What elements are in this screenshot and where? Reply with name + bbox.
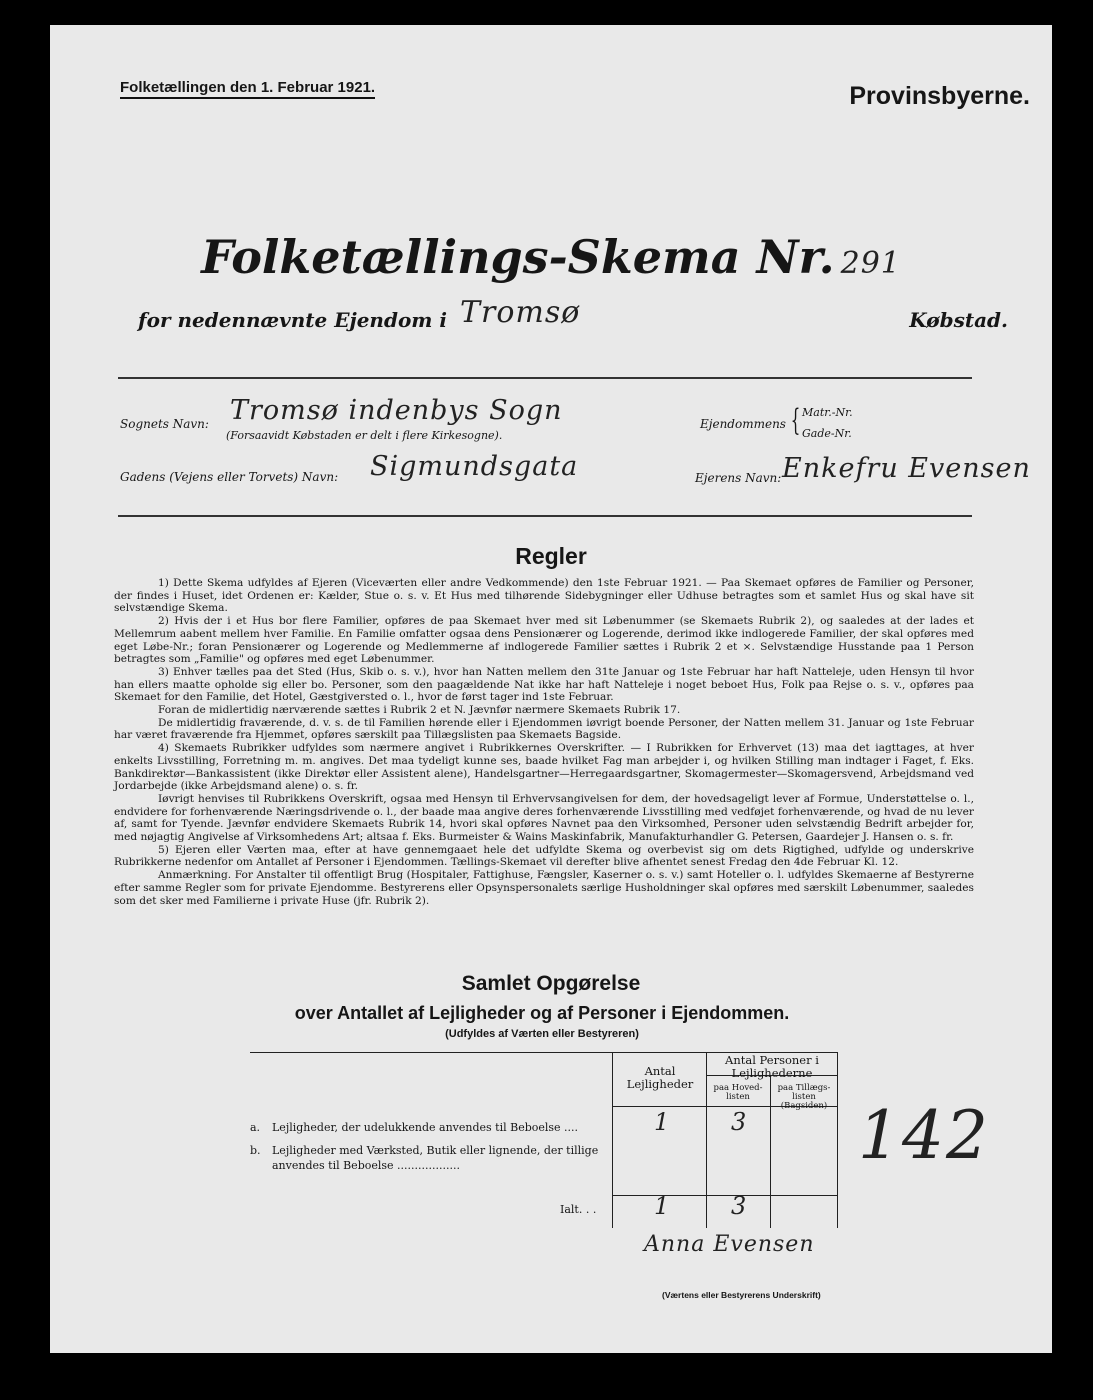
row-b-letter: b. [250,1144,261,1157]
col-tillaegslisten: paa Tillægs-listen (Bagsiden) [777,1083,831,1111]
census-date-header: Folketællingen den 1. Februar 1921. [120,79,375,99]
table-col-line [612,1052,613,1228]
matr-label: Matr.-Nr. [802,406,853,419]
sogn-label: Sognets Navn: [120,417,209,431]
summary-note: (Udfyldes af Værten eller Bestyreren) [445,1028,639,1040]
kobstad-label: Købstad. [909,308,1008,332]
ialt-hovedlisten: 3 [731,1192,748,1220]
ejendom-label: Ejendommens [700,417,786,431]
row-a-text: Lejligheder, der udelukkende anvendes til Beboelse .... [272,1121,579,1134]
form-title [50,230,1052,284]
brace-icon: { [790,403,801,438]
form-subtitle: for nedennævnte Ejendom i [138,308,448,332]
sogn-value-handwritten: Tromsø indenbys Sogn [230,395,563,426]
gade-nr-label: Gade-Nr. [802,427,852,440]
ialt-label: Ialt. . . [560,1203,597,1216]
rule-paragraph: Foran de midlertidig nærværende sættes i Rubrik 2 et N. Jævnfør nærmere Skemaets Rubrik 17. [158,704,681,717]
rule-paragraph: 2) Hvis der i et Hus bor flere Familier, opføres de paa Skemaet hver med sit Løbenummer (se Skemaets Rubrik 2), og saaledes at der lades et Mellemrum aabent mellem hver Familie. En Familie omfatter ogsaa dens Pensionærer og Logerende, derimod ikke indlogerede Familier, der skal opføres med eget Løbe-Nr.; foran Pensionærer og Logerende og Medlemmerne af indlogerede Familier sættes i Rubrik 2 et ×. Selvstændige Husstande paa 1 Person betragtes som „Familie" og opføres med eget Løbenummer. [114,615,974,666]
row-a-hovedlisten: 3 [731,1108,748,1136]
census-form-page [50,25,1052,1353]
rules-text [114,577,974,907]
col-hovedlisten: paa Hoved-listen [713,1083,763,1102]
row-a-lejligheder: 1 [654,1108,671,1136]
divider-top [118,377,972,379]
sogn-note: (Forsaavidt Købstaden er delt i flere Kirkesogne). [226,429,503,442]
region-header: Provinsbyerne. [849,82,1030,110]
table-sum-line [612,1195,837,1196]
table-col-line [706,1052,707,1228]
form-number-handwritten: 291 [840,246,901,281]
table-col-line [770,1075,771,1228]
row-a-letter: a. [250,1121,261,1134]
gade-navn-label: Gadens (Vejens eller Torvets) Navn: [120,470,339,484]
rule-paragraph: 1) Dette Skema udfyldes af Ejeren (Viceværten eller andre Vedkommende) den 1ste Februar 1921. — Paa Skemaet opføres de Familier og Personer, der findes i Huset, idet Ordenen er: Kælder, Stue o. s. v. Et Hus med tilhørende Sidebygninger eller Udhuse betragtes som et samlet Hus og skal have sit selvstændige Skema. [114,577,974,615]
rules-heading: Regler [515,543,587,569]
ejer-value-handwritten: Enkefru Evensen [782,453,1031,484]
table-col-line [837,1052,838,1228]
margin-number-handwritten: 142 [858,1097,990,1174]
ialt-lejligheder: 1 [654,1192,671,1220]
signature-caption: (Værtens eller Bestyrerens Underskrift) [662,1290,821,1300]
col-antal-lejligheder: Antal Lejligheder [626,1064,694,1091]
rule-paragraph: Anmærkning. For Anstalter til offentligt Brug (Hospitaler, Fattighuse, Fængsler, Kaserner o. s. v.) samt Hoteller o. l. udfyldes Skemaerne af Bestyrerne efter samme Regler som for private Ejendomme. Bestyrerens eller Opsynspersonalets særlige Husholdninger skal opføres med særskilt Løbenummer, saaledes som det sker med Familierne i private Huse (jfr. Rubrik 2). [114,869,974,907]
col-antal-personer: Antal Personer i Lejlighederne [725,1053,819,1080]
ejer-label: Ejerens Navn: [695,471,782,485]
rule-paragraph: 5) Ejeren eller Værten maa, efter at have gennemgaaet hele det udfyldte Skema og overbevist sig om dets Rigtighed, udfylde og underskrive Rubrikkerne nedenfor om Antallet af Personer i Ejendommen. Tællings-Skemaet vil derefter blive afhentet senest Fredag den 4de Februar Kl. 12. [114,843,974,869]
divider-middle [118,515,972,517]
rule-paragraph: Iøvrigt henvises til Rubrikkens Overskrift, ogsaa med Hensyn til Erhvervsangivelsen for dem, der hovedsageligt lever af Formue, Understøttelse o. l., endvidere for forhenværende Næringsdrivende o. l., der baade maa angive deres forhenværende Livsstilling med vedføjet forhenværende, og hvad de nu lever af, samt for Tyende. Jævnfør endvidere Skemaets Rubrik 14, hvori skal opføres Navnet paa den Virksomhed, Personer uden selvstændig Bedrift arbejder for, med nøjagtig Angivelse af Virksomhedens Art; altsaa f. Eks. Burmeister & Wains Maskinfabrik, Manufakturhandler G. Petersen, Gaardejer J. Hansen o. s. fr. [114,792,974,844]
summary-subtitle: over Antallet af Lejligheder og af Personer i Ejendommen. [294,1003,790,1023]
signature-handwritten: Anna Evensen [644,1232,815,1257]
summary-title: Samlet Opgørelse [461,972,641,995]
form-title-text: Folketællings-Skema Nr. [201,230,835,284]
rule-paragraph: 3) Enhver tælles paa det Sted (Hus, Skib o. s. v.), hvor han Natten mellem den 31te Januar og 1ste Februar har haft Natteleje, uden Hensyn til hvor han ellers maatte opholde sig eller bo. Personer, som den paagældende Nat ikke har haft Natteleje i noget beboet Hus, Folk paa Rejse o. s. v., opføres paa Skemaet for den Familie, det Hotel, Gæstgiversted o. l., hvor de først tager ind 1ste Februar. [114,665,974,704]
rule-paragraph: 4) Skemaets Rubrikker udfyldes som nærmere angivet i Rubrikkernes Overskrifter. — I Rubrikken for Erhvervet (13) maa det iagttages, at hver enkelts Livsstilling, Forretning m. m. angives. Det maa tydeligt kunne ses, baade hvilket Fag man arbejder i, og hvilken Stilling man indtager i Faget, f. Eks. Bankdirektør—Bankassistent (ikke Direktør eller Assistent alene), Handelsgartner—Herregaardsgartner, Skomagermester—Skomagersvend, Arbejdsmand ved Jordarbejde (ikke Arbejdsmand alene) o. s. fr. [114,742,974,793]
town-handwritten: Tromsø [460,295,581,330]
gade-navn-value-handwritten: Sigmundsgata [370,451,579,482]
rule-paragraph: De midlertidig fraværende, d. v. s. de til Familien hørende eller i Ejendommen iøvrigt boende Personer, der Natten mellem 31. Januar og 1ste Februar har været fraværende fra Hjemmet, opføres særskilt paa Tillægslisten paa Skemaets Bagside. [114,716,974,742]
row-b-text: Lejligheder med Værksted, Butik eller lignende, der tillige anvendes til Beboelse .................. [272,1144,599,1172]
